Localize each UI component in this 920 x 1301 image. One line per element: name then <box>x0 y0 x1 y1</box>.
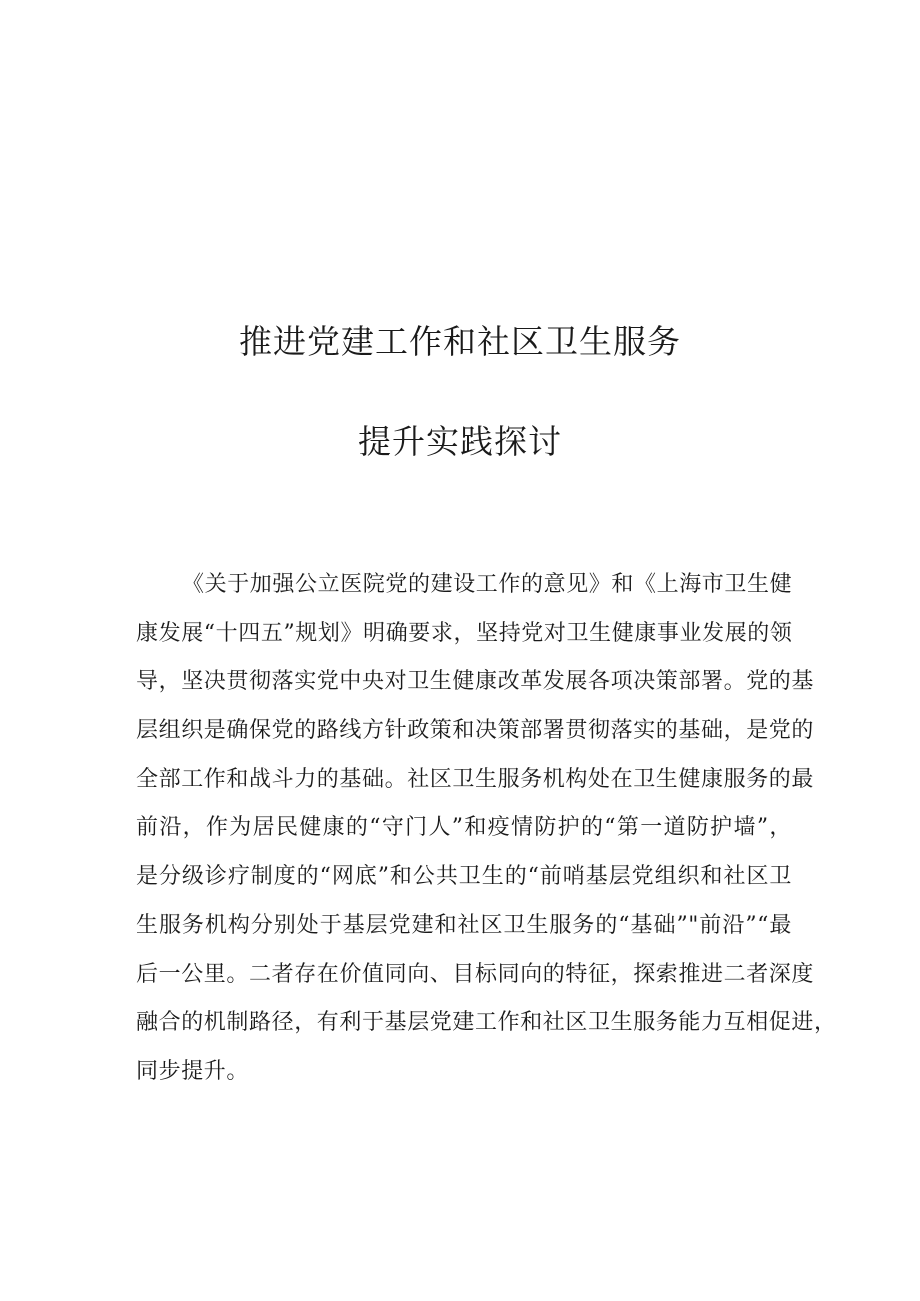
paragraph-line: 是分级诊疗制度的“网底”和公共卫生的“前哨基层党组织和社区卫 <box>136 864 792 890</box>
paragraph-line: 前沿，作为居民健康的“守门人”和疫情防护的“第一道防护墙”， <box>136 815 792 841</box>
paragraph-line: 导，坚决贯彻落实党中央对卫生健康改革发展各项决策部署。党的基 <box>136 669 815 695</box>
paragraph-line: 后一公里。二者存在价值同向、目标同向的特征，探索推进二者深度 <box>136 961 815 987</box>
paragraph-line: 层组织是确保党的路线方针政策和决策部署贯彻落实的基础，是党的 <box>136 718 815 744</box>
paragraph-line: 融合的机制路径，有利于基层党建工作和社区卫生服务能力互相促进， <box>136 1010 837 1036</box>
paragraph-line: 同步提升。 <box>136 1058 250 1084</box>
document-title-line-1: 推进党建工作和社区卫生服务 <box>239 322 681 361</box>
body-paragraph <box>136 567 837 1103</box>
paragraph-line: 《关于加强公立医院党的建设工作的意见》和《上海市卫生健 <box>182 572 793 597</box>
paragraph-line: 康发展“十四五”规划》明确要求，坚持党对卫生健康事业发展的领 <box>136 620 793 646</box>
paragraph-line: 全部工作和战斗力的基础。社区卫生服务机构处在卫生健康服务的最 <box>136 766 815 792</box>
document-title-line-2: 提升实践探讨 <box>358 422 562 461</box>
paragraph-line: 生服务机构分别处于基层党建和社区卫生服务的“基础”"前沿”“最 <box>136 912 792 938</box>
